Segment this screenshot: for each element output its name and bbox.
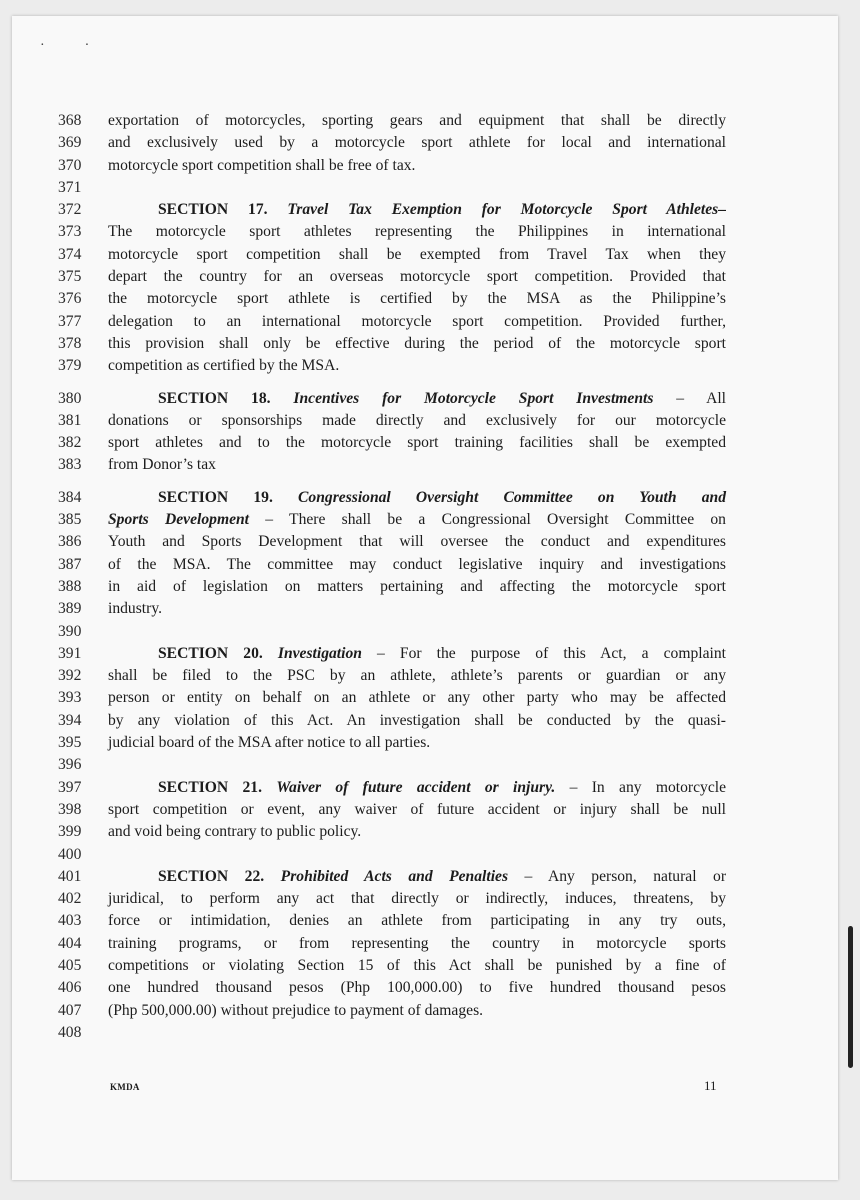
text-run: competition as certified by the MSA. [108, 357, 340, 375]
text-run: and void being contrary to public policy. [108, 823, 362, 841]
line-text [108, 432, 726, 454]
line-number: 390 [58, 622, 82, 640]
text-run: in aid of legislation on matters pertaining and affecting the motorcycle sport [108, 577, 726, 595]
text-run: one hundred thousand pesos (Php 100,000.00) to five hundred thousand pesos [108, 979, 726, 997]
line-number: 383 [58, 456, 82, 474]
text-run: motorcycle sport competition shall be exempted from Travel Tax when they [108, 245, 726, 263]
line-number: 380 [58, 389, 82, 407]
line-text [108, 888, 726, 910]
line-number: 375 [58, 268, 82, 286]
document-line [12, 388, 838, 410]
line-number: 381 [58, 411, 82, 429]
document-line [12, 977, 838, 999]
line-text [108, 554, 726, 576]
document-line [12, 432, 838, 454]
text-run: competitions or violating Section 15 of this Act shall be punished by a fine of [108, 956, 726, 974]
line-number: 385 [58, 511, 82, 529]
line-number: 370 [58, 156, 82, 174]
line-text [158, 388, 726, 410]
document-line [12, 598, 838, 620]
footer-initials: KMDA [110, 1082, 140, 1092]
document-line [12, 888, 838, 910]
document-body [12, 110, 838, 1044]
line-number: 377 [58, 312, 82, 330]
text-run: exportation of motorcycles, sporting gears and equipment that shall be directly [108, 112, 726, 129]
line-number: 404 [58, 934, 82, 952]
text-run: donations or sponsorships made directly and exclusively for our motorcycle [108, 411, 726, 429]
line-text [108, 799, 726, 821]
text-run: The motorcycle sport athletes representing the Philippines in international [108, 223, 726, 241]
document-line [12, 732, 838, 754]
document-line [12, 1022, 838, 1044]
document-page [12, 16, 838, 1180]
line-text [108, 244, 726, 266]
document-line [12, 177, 838, 199]
paragraph-gap [12, 378, 838, 388]
section-heading: Investigation [277, 644, 362, 662]
line-text [108, 288, 726, 310]
line-number: 369 [58, 134, 82, 152]
document-line [12, 1000, 838, 1022]
line-number: 371 [58, 178, 82, 196]
section-heading: Incentives for Motorcycle Sport Investments [293, 389, 654, 407]
line-text [108, 132, 726, 154]
line-text [108, 355, 726, 377]
line-text [108, 977, 726, 999]
text-run: (Php 500,000.00) without prejudice to payment of damages. [108, 1001, 484, 1019]
page-number: 11 [704, 1078, 717, 1093]
text-run: sport athletes and to the motorcycle sport training facilities shall be exempted [108, 434, 726, 452]
document-line [12, 487, 838, 509]
line-number: 372 [58, 201, 82, 219]
document-line [12, 777, 838, 799]
text-run: and exclusively used by a motorcycle sport athlete for local and international [108, 134, 726, 152]
document-line [12, 754, 838, 776]
text-run: this provision shall only be effective during the period of the motorcycle sport [108, 334, 726, 352]
document-line [12, 844, 838, 866]
line-number: 391 [58, 644, 82, 662]
document-line [12, 266, 838, 288]
line-number: 387 [58, 555, 82, 573]
line-number: 406 [58, 979, 82, 997]
line-text [108, 221, 726, 243]
document-line [12, 509, 838, 531]
document-line [12, 244, 838, 266]
corner-marks: ·· [40, 38, 130, 53]
text-run: sport competition or event, any waiver of future accident or injury shall be null [108, 800, 726, 818]
text-run: – All [653, 389, 727, 407]
scrollbar-thumb[interactable] [848, 926, 853, 1068]
line-number: 396 [58, 756, 82, 774]
text-run: judicial board of the MSA after notice to all parties. [108, 734, 431, 752]
document-line [12, 955, 838, 977]
line-number: 374 [58, 245, 82, 263]
line-text [108, 821, 726, 843]
section-heading: Travel Tax Exemption for Motorcycle Sport Athletes– [287, 201, 727, 219]
text-run: – For the purpose of this Act, a complaint [361, 644, 726, 662]
document-line [12, 621, 838, 643]
document-line [12, 910, 838, 932]
document-line [12, 665, 838, 687]
line-text [108, 910, 726, 932]
document-line [12, 288, 838, 310]
line-text [158, 199, 726, 221]
text-run: the motorcycle sport athlete is certified by the MSA as the Philippine’s [108, 290, 726, 308]
document-line [12, 410, 838, 432]
line-number: 379 [58, 357, 82, 375]
text-run: industry. [108, 600, 162, 618]
paragraph-gap [12, 477, 838, 487]
line-number: 389 [58, 600, 82, 618]
line-number: 401 [58, 867, 82, 885]
line-text [108, 509, 726, 531]
section-heading: Waiver of future accident or injury. [276, 778, 556, 796]
line-text [108, 333, 726, 355]
line-text [108, 665, 726, 687]
document-line [12, 155, 838, 177]
line-text [158, 487, 726, 509]
line-number: 376 [58, 290, 82, 308]
document-line [12, 311, 838, 333]
text-run: of the MSA. The committee may conduct legislative inquiry and investigations [108, 555, 726, 573]
line-number: 382 [58, 434, 82, 452]
line-number: 402 [58, 890, 82, 908]
line-number: 373 [58, 223, 82, 241]
document-line [12, 643, 838, 665]
line-number: 403 [58, 912, 82, 930]
text-run: delegation to an international motorcycle sport competition. Provided further, [108, 312, 726, 330]
text-run: shall be filed to the PSC by an athlete, athlete’s parents or guardian or any [108, 667, 726, 685]
line-number: 386 [58, 533, 82, 551]
document-line [12, 799, 838, 821]
section-number: SECTION 20. [158, 644, 278, 662]
line-number: 368 [58, 112, 82, 129]
document-line [12, 132, 838, 154]
section-heading: Sports Development [108, 511, 250, 529]
line-number: 408 [58, 1023, 82, 1041]
line-number: 392 [58, 667, 82, 685]
line-text [108, 1000, 726, 1022]
document-line [12, 710, 838, 732]
line-text [108, 710, 726, 732]
section-number: SECTION 22. [158, 867, 281, 885]
line-number: 395 [58, 734, 82, 752]
line-number: 399 [58, 823, 82, 841]
line-number: 398 [58, 800, 82, 818]
line-number: 397 [58, 778, 82, 796]
text-run: Youth and Sports Development that will oversee the conduct and expenditures [108, 533, 726, 551]
line-text [108, 598, 726, 620]
document-line [12, 199, 838, 221]
section-number: SECTION 17. [158, 201, 288, 219]
section-heading: Prohibited Acts and Penalties [280, 867, 509, 885]
line-number: 388 [58, 577, 82, 595]
document-line [12, 576, 838, 598]
document-line [12, 531, 838, 553]
text-run: person or entity on behalf on an athlete or any other party who may be affected [108, 689, 726, 707]
line-text [158, 777, 726, 799]
document-line [12, 110, 838, 132]
line-text [108, 933, 726, 955]
line-text [158, 866, 726, 888]
text-run: juridical, to perform any act that directly or indirectly, induces, threatens, by [108, 890, 726, 908]
document-line [12, 554, 838, 576]
line-text [108, 155, 726, 177]
document-line [12, 933, 838, 955]
document-line [12, 687, 838, 709]
text-run: training programs, or from representing the country in motorcycle sports [108, 934, 726, 952]
section-number: SECTION 18. [158, 389, 294, 407]
line-text [108, 687, 726, 709]
line-text [108, 531, 726, 553]
text-run: force or intimidation, denies an athlete from participating in any try outs, [108, 912, 726, 930]
line-text [108, 454, 726, 476]
line-text [108, 110, 726, 132]
line-text [158, 643, 726, 665]
line-number: 407 [58, 1001, 82, 1019]
line-number: 394 [58, 711, 82, 729]
document-line [12, 333, 838, 355]
section-number: SECTION 19. [158, 488, 299, 506]
document-line [12, 355, 838, 377]
document-line [12, 221, 838, 243]
line-number: 384 [58, 488, 82, 506]
line-number: 400 [58, 845, 82, 863]
text-run: – In any motorcycle [555, 778, 726, 796]
text-run: by any violation of this Act. An investigation shall be conducted by the quasi- [108, 711, 726, 729]
section-heading: Congressional Oversight Committee on Youth and [298, 488, 726, 506]
line-text [108, 266, 726, 288]
text-run: – Any person, natural or [508, 867, 727, 885]
text-run: depart the country for an overseas motorcycle sport competition. Provided that [108, 268, 726, 286]
text-run: – There shall be a Congressional Oversight Committee on [249, 511, 726, 529]
text-run: motorcycle sport competition shall be free of tax. [108, 156, 416, 174]
line-number: 378 [58, 334, 82, 352]
line-text [108, 576, 726, 598]
line-text [108, 732, 726, 754]
document-line [12, 821, 838, 843]
line-text [108, 410, 726, 432]
text-run: from Donor’s tax [108, 456, 216, 474]
line-text [108, 955, 726, 977]
section-number: SECTION 21. [158, 778, 277, 796]
document-line [12, 866, 838, 888]
line-number: 405 [58, 956, 82, 974]
line-number: 393 [58, 689, 82, 707]
document-line [12, 454, 838, 476]
line-text [108, 311, 726, 333]
